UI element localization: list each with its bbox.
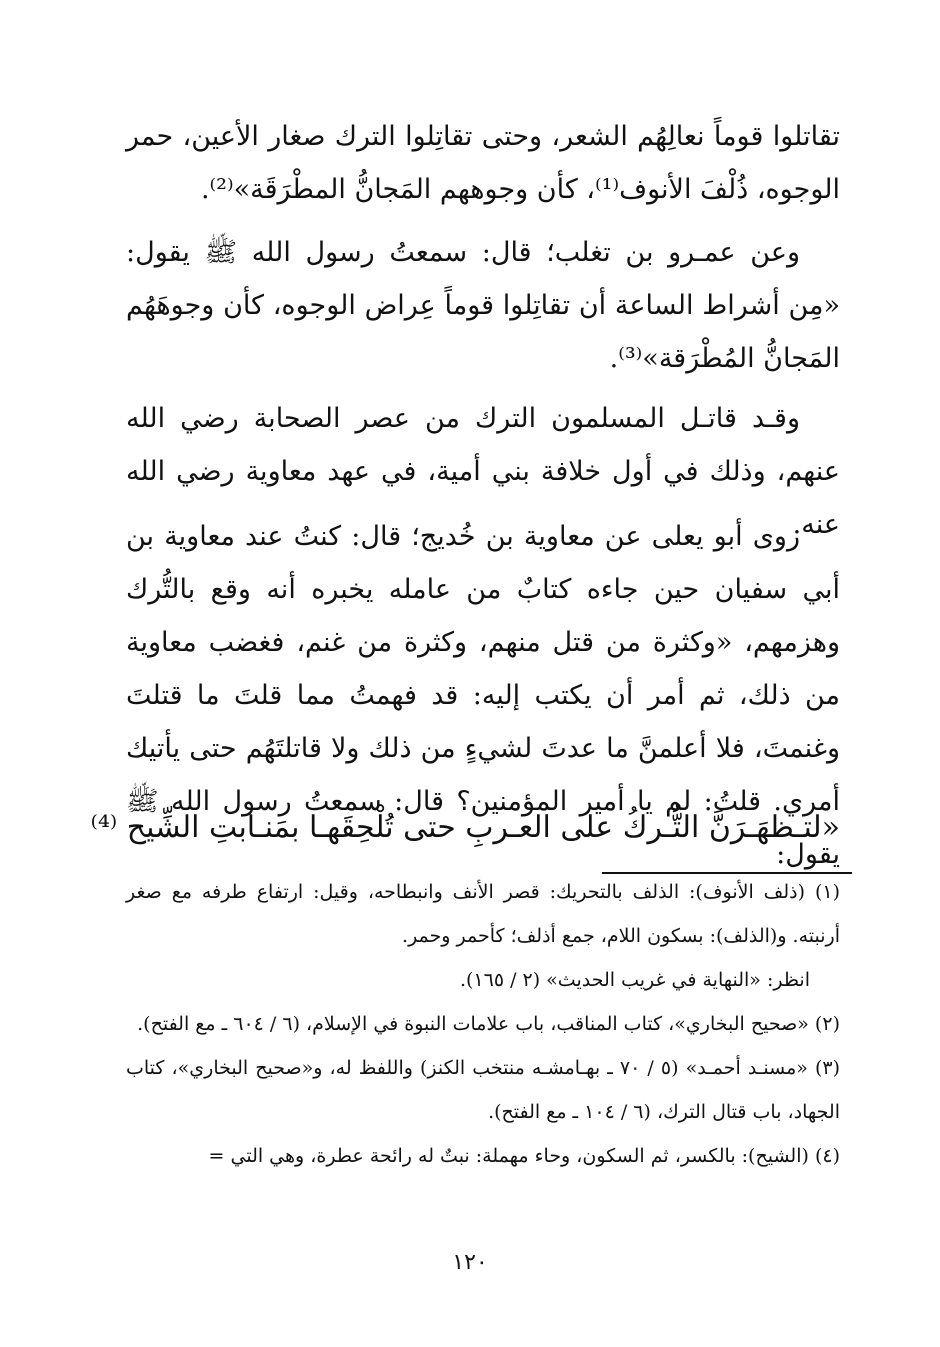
footnote-2: (٢) «صحيح البخاري»، كتاب المناقب، باب علامات النبوة في الإسلام، (٦ / ٦٠٤ ـ مع الفتح).: [137, 1013, 840, 1035]
footnotes: [0, 870, 940, 1178]
footnote-4: (٤) (الشيح): بالكسر، ثم السكون، وحاء مهملة: نبتٌ له رائحة عطرة، وهي التي =: [208, 1145, 840, 1167]
paragraph-2: وعن عمـرو بن تغلب؛ قال: سمعتُ رسول الله ﷺ يقول: «مِن أشراط الساعة أن تقاتِلوا قوماً عِراض الوجوه، كأن وجوهَهُم المَجانُّ المُطْرَقة»⁽³⁾.: [126, 237, 840, 374]
footnote-1-ref: انظر: «النهاية في غريب الحديث» (٢ / ١٦٥).: [459, 969, 810, 991]
paragraph-4: روى أبو يعلى عن معاوية بن خُديج؛ قال: كنتُ عند معاوية بن أبي سفيان حين جاءه كتابٌ من عامله يخبره أنه وقع بالتُّرك وهزمهم، «وكثرة من قتل منهم، وكثرة من غنم، فغضب معاوية من ذلك، ثم أمر أن يكتب إليه: قد فهمتُ مما قلتَ ما قتلتَ وغنمتَ، فلا أعلمنَّ ما عدتَ لشيءٍ من ذلك ولا قاتلتَهُم حتى يأتيك أمري. قلتُ: لم يا أمير المؤمنين؟ قال: سمعتُ رسول الله ﷺ يقول:: [126, 521, 840, 870]
main-text: [0, 110, 940, 216]
footnote-3: (٣) «مسنـد أحمـد» (٥ / ٧٠ ـ بهـامشـه منتخب الكنز) واللفظ له، و«صحيح البخاري»، كتاب الجهاد، باب قتال الترك، (٦ / ١٠٤ ـ مع الفتح).: [126, 1057, 841, 1123]
paragraph-1: تقاتلوا قوماً نعالِهُم الشعر، وحتى تقاتِلوا الترك صغار الأعين، حمر الوجوه، ذُلْفَ الأنوف⁽¹⁾، كأن وجوههم المَجانُّ المطْرَقَة»⁽²⁾.: [126, 121, 840, 205]
hadith-line-wrap: [0, 802, 940, 854]
footnote-1: (١) (ذلف الأنوف): الذلف بالتحريك: قصر الأنف وانبطاحه، وقيل: ارتفاع طرفه مع صغر أرنبته. و(الذلف): بسكون اللام، جمع أذلف؛ كأحمر وحمر.: [126, 881, 840, 947]
hadith-line: «لتـظهَـرَنَّ التُّـركُ على العـربِ حتى تُلْحِقَهـا بمَنـابتِ الشِّيح ⁽⁴⁾: [90, 810, 840, 845]
paragraph-3: وقـد قاتـل المسلمون الترك من عصر الصحابة رضي الله عنهم، وذلك في أول خلافة بني أمية، في عهد معاوية رضي الله عنه.: [126, 403, 840, 540]
main-text: [0, 226, 940, 385]
page-number: ١٢٠: [452, 1250, 488, 1275]
